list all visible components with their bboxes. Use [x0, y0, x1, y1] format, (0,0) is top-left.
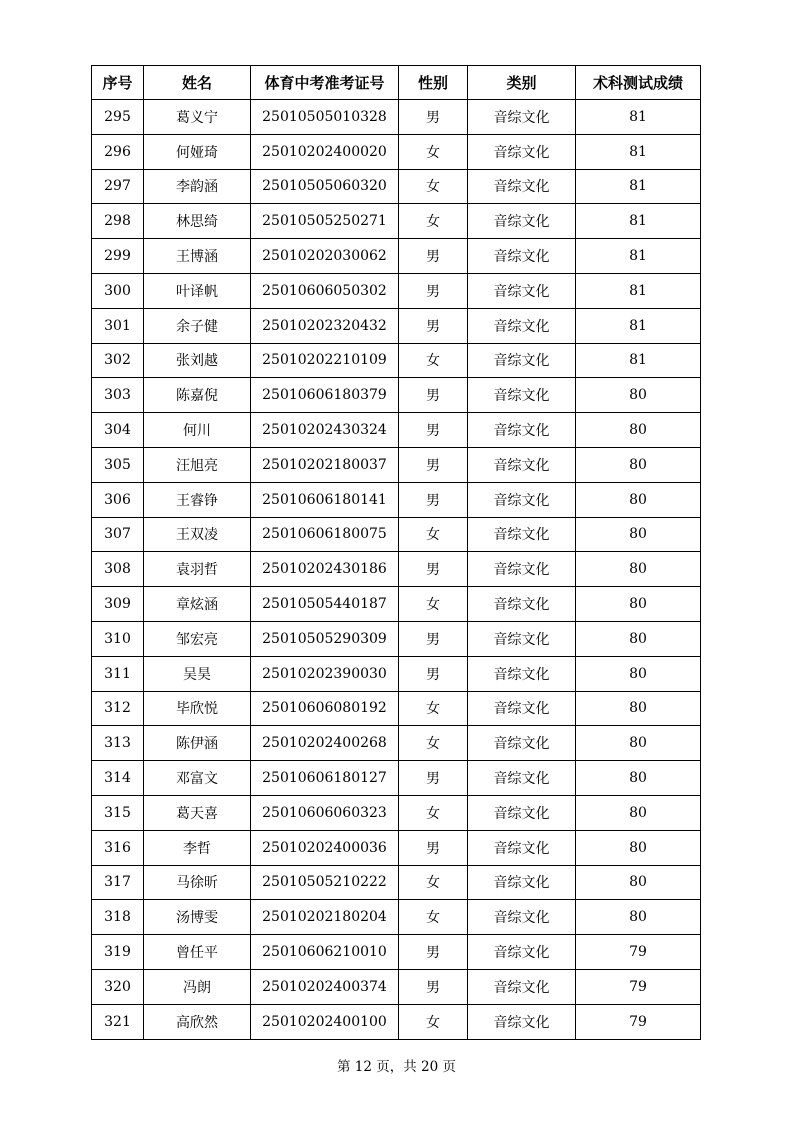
cell-exam-id: 25010505250271: [251, 204, 399, 239]
cell-index: 315: [92, 795, 144, 830]
cell-exam-id: 25010202430324: [251, 413, 399, 448]
table-row: [92, 308, 701, 343]
cell-exam-id: 25010202400100: [251, 1004, 399, 1039]
cell-index: 320: [92, 969, 144, 1004]
cell-name: 张刘越: [144, 343, 251, 378]
cell-exam-id: 25010202030062: [251, 239, 399, 274]
header-gender: 性别: [399, 66, 468, 100]
cell-exam-id: 25010202210109: [251, 343, 399, 378]
cell-exam-id: 25010505440187: [251, 587, 399, 622]
cell-exam-id: 25010606180141: [251, 482, 399, 517]
cell-index: 298: [92, 204, 144, 239]
cell-score: 81: [576, 239, 701, 274]
cell-exam-id: 25010606080192: [251, 691, 399, 726]
cell-category: 音综文化: [468, 621, 576, 656]
cell-category: 音综文化: [468, 169, 576, 204]
cell-exam-id: 25010505290309: [251, 621, 399, 656]
cell-score: 80: [576, 482, 701, 517]
header-name: 姓名: [144, 66, 251, 100]
cell-index: 304: [92, 413, 144, 448]
cell-name: 林思绮: [144, 204, 251, 239]
cell-exam-id: 25010505210222: [251, 865, 399, 900]
cell-gender: 男: [399, 656, 468, 691]
cell-gender: 男: [399, 413, 468, 448]
cell-name: 冯朗: [144, 969, 251, 1004]
cell-category: 音综文化: [468, 935, 576, 970]
cell-category: 音综文化: [468, 482, 576, 517]
cell-score: 79: [576, 935, 701, 970]
cell-category: 音综文化: [468, 1004, 576, 1039]
cell-category: 音综文化: [468, 552, 576, 587]
cell-gender: 男: [399, 482, 468, 517]
cell-score: 80: [576, 517, 701, 552]
table-row: [92, 691, 701, 726]
results-table: [91, 65, 701, 1040]
cell-index: 300: [92, 273, 144, 308]
table-row: [92, 935, 701, 970]
cell-exam-id: 25010606210010: [251, 935, 399, 970]
cell-gender: 女: [399, 587, 468, 622]
cell-score: 81: [576, 100, 701, 135]
cell-name: 曾任平: [144, 935, 251, 970]
cell-name: 吴昊: [144, 656, 251, 691]
cell-exam-id: 25010202320432: [251, 308, 399, 343]
cell-category: 音综文化: [468, 273, 576, 308]
cell-name: 章炫涵: [144, 587, 251, 622]
cell-name: 王睿铮: [144, 482, 251, 517]
cell-exam-id: 25010505060320: [251, 169, 399, 204]
cell-exam-id: 25010202180037: [251, 447, 399, 482]
cell-exam-id: 25010202400374: [251, 969, 399, 1004]
cell-category: 音综文化: [468, 691, 576, 726]
cell-name: 余子健: [144, 308, 251, 343]
cell-score: 80: [576, 552, 701, 587]
cell-score: 80: [576, 656, 701, 691]
cell-index: 313: [92, 726, 144, 761]
cell-gender: 男: [399, 273, 468, 308]
cell-index: 307: [92, 517, 144, 552]
cell-index: 302: [92, 343, 144, 378]
table-header-row: [92, 66, 701, 100]
cell-gender: 男: [399, 761, 468, 796]
cell-category: 音综文化: [468, 100, 576, 135]
cell-exam-id: 25010606180379: [251, 378, 399, 413]
cell-index: 299: [92, 239, 144, 274]
cell-category: 音综文化: [468, 134, 576, 169]
cell-score: 80: [576, 691, 701, 726]
cell-exam-id: 25010202180204: [251, 900, 399, 935]
cell-name: 汪旭亮: [144, 447, 251, 482]
table-row: [92, 378, 701, 413]
cell-score: 81: [576, 273, 701, 308]
table-row: [92, 100, 701, 135]
cell-gender: 男: [399, 969, 468, 1004]
cell-exam-id: 25010606050302: [251, 273, 399, 308]
table-row: [92, 1004, 701, 1039]
cell-index: 311: [92, 656, 144, 691]
cell-index: 306: [92, 482, 144, 517]
cell-category: 音综文化: [468, 378, 576, 413]
cell-exam-id: 25010606180127: [251, 761, 399, 796]
table-row: [92, 413, 701, 448]
cell-score: 80: [576, 378, 701, 413]
cell-score: 81: [576, 169, 701, 204]
cell-gender: 女: [399, 343, 468, 378]
cell-exam-id: 25010202390030: [251, 656, 399, 691]
table-row: [92, 969, 701, 1004]
cell-index: 296: [92, 134, 144, 169]
cell-index: 309: [92, 587, 144, 622]
cell-index: 295: [92, 100, 144, 135]
cell-score: 81: [576, 308, 701, 343]
cell-category: 音综文化: [468, 204, 576, 239]
cell-score: 80: [576, 761, 701, 796]
cell-name: 王博涵: [144, 239, 251, 274]
cell-name: 葛天喜: [144, 795, 251, 830]
cell-category: 音综文化: [468, 865, 576, 900]
cell-exam-id: 25010505010328: [251, 100, 399, 135]
cell-category: 音综文化: [468, 308, 576, 343]
table-body: [92, 100, 701, 1040]
cell-category: 音综文化: [468, 795, 576, 830]
table-row: [92, 169, 701, 204]
cell-score: 79: [576, 969, 701, 1004]
cell-gender: 男: [399, 935, 468, 970]
cell-score: 80: [576, 795, 701, 830]
table-row: [92, 552, 701, 587]
table-row: [92, 517, 701, 552]
cell-score: 80: [576, 413, 701, 448]
cell-exam-id: 25010202430186: [251, 552, 399, 587]
table-row: [92, 587, 701, 622]
cell-name: 李韵涵: [144, 169, 251, 204]
cell-category: 音综文化: [468, 239, 576, 274]
cell-gender: 女: [399, 1004, 468, 1039]
table-row: [92, 447, 701, 482]
cell-gender: 女: [399, 517, 468, 552]
table-row: [92, 343, 701, 378]
cell-name: 邹宏亮: [144, 621, 251, 656]
cell-exam-id: 25010606060323: [251, 795, 399, 830]
cell-index: 310: [92, 621, 144, 656]
cell-score: 80: [576, 447, 701, 482]
cell-score: 80: [576, 621, 701, 656]
cell-gender: 男: [399, 239, 468, 274]
table-row: [92, 865, 701, 900]
cell-name: 马徐昕: [144, 865, 251, 900]
cell-score: 80: [576, 865, 701, 900]
cell-name: 毕欣悦: [144, 691, 251, 726]
cell-score: 81: [576, 204, 701, 239]
cell-category: 音综文化: [468, 726, 576, 761]
cell-score: 81: [576, 134, 701, 169]
cell-gender: 女: [399, 691, 468, 726]
cell-category: 音综文化: [468, 517, 576, 552]
table-row: [92, 726, 701, 761]
cell-category: 音综文化: [468, 656, 576, 691]
cell-exam-id: 25010202400020: [251, 134, 399, 169]
table-row: [92, 830, 701, 865]
cell-category: 音综文化: [468, 830, 576, 865]
cell-gender: 男: [399, 621, 468, 656]
cell-index: 301: [92, 308, 144, 343]
cell-name: 葛义宁: [144, 100, 251, 135]
cell-gender: 女: [399, 169, 468, 204]
cell-index: 308: [92, 552, 144, 587]
table-row: [92, 761, 701, 796]
cell-gender: 男: [399, 100, 468, 135]
cell-name: 汤博雯: [144, 900, 251, 935]
cell-index: 303: [92, 378, 144, 413]
cell-name: 何川: [144, 413, 251, 448]
table-row: [92, 273, 701, 308]
header-exam-id: 体育中考准考证号: [251, 66, 399, 100]
cell-category: 音综文化: [468, 587, 576, 622]
cell-gender: 女: [399, 134, 468, 169]
cell-category: 音综文化: [468, 761, 576, 796]
cell-gender: 男: [399, 308, 468, 343]
table-row: [92, 621, 701, 656]
table-row: [92, 134, 701, 169]
cell-gender: 女: [399, 865, 468, 900]
table-row: [92, 656, 701, 691]
cell-index: 316: [92, 830, 144, 865]
table-row: [92, 204, 701, 239]
cell-score: 80: [576, 726, 701, 761]
cell-name: 邓富文: [144, 761, 251, 796]
cell-index: 317: [92, 865, 144, 900]
cell-name: 李哲: [144, 830, 251, 865]
cell-index: 321: [92, 1004, 144, 1039]
cell-category: 音综文化: [468, 447, 576, 482]
cell-gender: 男: [399, 378, 468, 413]
cell-exam-id: 25010202400268: [251, 726, 399, 761]
cell-exam-id: 25010202400036: [251, 830, 399, 865]
cell-category: 音综文化: [468, 969, 576, 1004]
header-index: 序号: [92, 66, 144, 100]
cell-name: 叶译帆: [144, 273, 251, 308]
cell-score: 80: [576, 830, 701, 865]
table-row: [92, 795, 701, 830]
cell-name: 何娅琦: [144, 134, 251, 169]
cell-index: 305: [92, 447, 144, 482]
header-score: 术科测试成绩: [576, 66, 701, 100]
cell-name: 袁羽哲: [144, 552, 251, 587]
cell-index: 319: [92, 935, 144, 970]
table-row: [92, 239, 701, 274]
page-footer: 第 12 页，共 20 页: [336, 1059, 457, 1075]
cell-index: 314: [92, 761, 144, 796]
cell-score: 80: [576, 587, 701, 622]
cell-index: 312: [92, 691, 144, 726]
cell-gender: 女: [399, 204, 468, 239]
header-category: 类别: [468, 66, 576, 100]
cell-score: 79: [576, 1004, 701, 1039]
cell-index: 318: [92, 900, 144, 935]
cell-gender: 男: [399, 830, 468, 865]
cell-index: 297: [92, 169, 144, 204]
cell-gender: 男: [399, 447, 468, 482]
cell-gender: 女: [399, 726, 468, 761]
table-row: [92, 900, 701, 935]
cell-name: 高欣然: [144, 1004, 251, 1039]
cell-exam-id: 25010606180075: [251, 517, 399, 552]
cell-score: 81: [576, 343, 701, 378]
cell-name: 王双凌: [144, 517, 251, 552]
cell-category: 音综文化: [468, 413, 576, 448]
cell-category: 音综文化: [468, 343, 576, 378]
cell-name: 陈嘉倪: [144, 378, 251, 413]
cell-gender: 女: [399, 795, 468, 830]
cell-gender: 女: [399, 900, 468, 935]
cell-score: 80: [576, 900, 701, 935]
cell-name: 陈伊涵: [144, 726, 251, 761]
table-row: [92, 482, 701, 517]
cell-gender: 男: [399, 552, 468, 587]
cell-category: 音综文化: [468, 900, 576, 935]
